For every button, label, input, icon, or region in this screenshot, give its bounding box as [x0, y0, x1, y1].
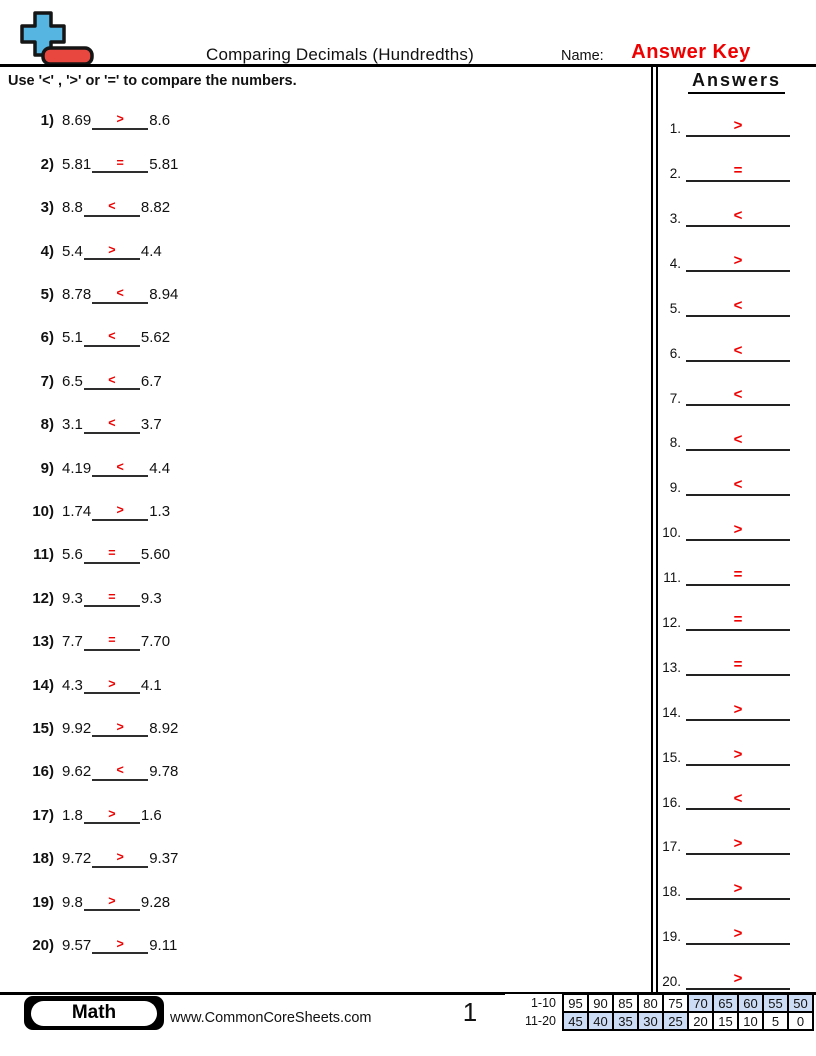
- score-cell: 55: [763, 994, 788, 1012]
- problem-number: 7): [40, 372, 54, 390]
- problem-answer-symbol: >: [108, 893, 116, 908]
- problem-number: 19): [32, 893, 54, 911]
- score-table: [505, 993, 814, 1031]
- answer-blank: [686, 784, 790, 810]
- answer-blank: [686, 111, 790, 137]
- problem-row: [26, 173, 426, 216]
- problem-row: [26, 651, 426, 694]
- answer-symbol: <: [733, 206, 743, 224]
- answer-row: [657, 406, 816, 451]
- problem-right-value: 7.70: [140, 633, 171, 651]
- answer-row: [657, 676, 816, 721]
- problem-answer-symbol: <: [108, 329, 116, 344]
- answer-number: 13.: [662, 659, 681, 675]
- problem-answer-blank: [84, 238, 140, 260]
- problem-answer-symbol: >: [116, 112, 124, 127]
- answer-symbol: >: [733, 970, 743, 987]
- score-cell: 30: [638, 1012, 663, 1030]
- answer-number: 15.: [662, 749, 681, 765]
- subject-badge: [24, 996, 164, 1030]
- score-cell: 95: [563, 994, 588, 1012]
- problem-number: 16): [32, 763, 54, 781]
- problem-answer-symbol: <: [116, 763, 124, 778]
- subject-badge-label: Math: [31, 1001, 157, 1026]
- answer-number: 5.: [669, 300, 681, 316]
- answer-row: [657, 317, 816, 362]
- problem-number: 13): [32, 633, 54, 651]
- answers-title: Answers: [688, 70, 785, 94]
- answer-blank: [686, 246, 790, 272]
- answer-row: [657, 496, 816, 541]
- problem-right-value: 1.3: [149, 503, 171, 520]
- answer-symbol: <: [733, 386, 743, 404]
- answer-number: 4.: [669, 255, 681, 271]
- score-table-row: [505, 994, 813, 1012]
- problem-row: [26, 260, 426, 303]
- worksheet-title: Comparing Decimals (Hundredths): [206, 45, 474, 64]
- answer-row: [657, 541, 816, 586]
- score-cell: 0: [788, 1012, 813, 1030]
- answer-blank: [686, 650, 790, 676]
- answer-blank: [686, 919, 790, 945]
- problems-list: [26, 87, 426, 955]
- answers-list: [657, 92, 816, 990]
- answer-blank: [686, 470, 790, 496]
- score-cell: 20: [688, 1012, 713, 1030]
- problem-number: 8): [40, 416, 54, 434]
- problem-answer-symbol: <: [108, 416, 116, 431]
- problem-number: 5): [40, 286, 54, 304]
- score-cell: 70: [688, 994, 713, 1012]
- problem-row: [26, 87, 426, 130]
- answer-number: 20.: [662, 974, 681, 990]
- answer-number: 7.: [669, 390, 681, 406]
- problem-left-value: 9.57: [62, 936, 92, 954]
- answer-number: 12.: [662, 615, 681, 631]
- answer-symbol: >: [733, 835, 743, 853]
- answer-row: [657, 721, 816, 766]
- problem-right-value: 9.37: [149, 850, 179, 868]
- problem-right-value: 8.92: [149, 719, 179, 737]
- answer-blank: [686, 425, 790, 451]
- problem-answer-blank: [84, 802, 140, 824]
- problem-left-value: 9.3: [62, 589, 83, 607]
- problem-answer-blank: [84, 412, 140, 434]
- answer-blank: [686, 336, 790, 362]
- score-cell: 15: [713, 1012, 738, 1030]
- problem-answer-blank: [84, 368, 140, 390]
- problem-answer-blank: [92, 715, 148, 737]
- answer-symbol: <: [733, 790, 743, 808]
- problem-right-value: 9.11: [149, 936, 178, 954]
- name-label: Name:: [561, 48, 604, 64]
- problem-right-value: 4.4: [149, 459, 171, 477]
- problem-right-value: 5.62: [140, 329, 171, 347]
- problem-row: [26, 564, 426, 607]
- answer-symbol: <: [733, 476, 743, 494]
- problem-left-value: 9.62: [62, 763, 92, 781]
- problem-row: [26, 390, 426, 433]
- problem-right-value: 4.1: [140, 676, 162, 694]
- score-cell: 65: [713, 994, 738, 1012]
- answer-number: 14.: [662, 704, 681, 720]
- problem-answer-blank: [92, 282, 148, 304]
- answer-symbol: >: [733, 521, 743, 539]
- problem-row: [26, 521, 426, 564]
- problem-row: [26, 824, 426, 867]
- answer-row: [657, 451, 816, 496]
- score-cell: 40: [588, 1012, 613, 1030]
- answer-symbol: =: [733, 565, 743, 583]
- answer-symbol: >: [733, 745, 743, 763]
- website-url: www.CommonCoreSheets.com: [170, 1010, 372, 1026]
- problem-right-value: 9.3: [140, 589, 162, 607]
- answer-blank: [686, 515, 790, 541]
- problem-row: [26, 130, 426, 173]
- problem-answer-blank: [84, 585, 140, 607]
- problem-answer-blank: [84, 325, 140, 347]
- problem-row: [26, 781, 426, 824]
- problem-answer-symbol: =: [116, 155, 124, 170]
- problem-number: 10): [32, 503, 54, 520]
- answer-number: 2.: [669, 166, 681, 182]
- problem-number: 14): [32, 676, 54, 694]
- problem-row: [26, 304, 426, 347]
- answer-symbol: >: [733, 880, 743, 898]
- answer-blank: [686, 380, 790, 406]
- problem-answer-symbol: >: [108, 806, 116, 821]
- answer-symbol: =: [733, 655, 743, 673]
- problem-number: 12): [32, 589, 54, 607]
- answer-row: [657, 586, 816, 631]
- problem-left-value: 5.4: [62, 242, 83, 260]
- problem-left-value: 5.6: [62, 546, 83, 564]
- problem-answer-blank: [92, 455, 148, 477]
- problem-left-value: 4.3: [62, 676, 83, 694]
- score-range-label: 1-10: [505, 994, 563, 1012]
- problem-left-value: 5.81: [62, 155, 92, 173]
- score-table-row: [505, 1012, 813, 1030]
- problem-answer-symbol: >: [116, 936, 124, 951]
- name-value-answer-key: Answer Key: [631, 41, 751, 63]
- score-cell: 60: [738, 994, 763, 1012]
- problem-row: [26, 911, 426, 954]
- answer-blank: [686, 740, 790, 766]
- problem-number: 1): [40, 112, 54, 130]
- answer-symbol: >: [733, 251, 743, 269]
- problem-row: [26, 217, 426, 260]
- answer-row: [657, 92, 816, 137]
- problem-row: [26, 434, 426, 477]
- problem-answer-blank: [84, 889, 140, 911]
- answer-symbol: =: [733, 161, 743, 179]
- answer-row: [657, 766, 816, 811]
- answer-row: [657, 137, 816, 182]
- problem-number: 3): [40, 199, 54, 217]
- answer-row: [657, 362, 816, 407]
- answer-symbol: >: [733, 117, 743, 135]
- problem-left-value: 9.8: [62, 893, 83, 911]
- problem-row: [26, 477, 426, 520]
- problem-number: 4): [40, 242, 54, 260]
- answer-row: [657, 945, 816, 990]
- answer-row: [657, 182, 816, 227]
- problem-number: 20): [32, 936, 54, 954]
- problem-answer-symbol: >: [116, 850, 124, 865]
- problem-row: [26, 347, 426, 390]
- problem-answer-symbol: >: [116, 503, 124, 517]
- problem-answer-blank: [92, 759, 148, 781]
- problem-answer-symbol: =: [108, 546, 116, 561]
- problem-answer-symbol: <: [116, 459, 124, 474]
- answer-blank: [686, 964, 790, 990]
- problem-answer-symbol: <: [116, 286, 124, 301]
- problem-right-value: 4.4: [140, 242, 162, 260]
- problem-left-value: 3.1: [62, 416, 83, 434]
- score-cell: 35: [613, 1012, 638, 1030]
- answer-row: [657, 900, 816, 945]
- problem-right-value: 8.6: [149, 112, 171, 130]
- problem-left-value: 8.69: [62, 112, 92, 130]
- problem-answer-symbol: <: [108, 372, 116, 387]
- answer-number: 11.: [663, 570, 681, 586]
- problem-number: 15): [32, 719, 54, 737]
- score-cell: 50: [788, 994, 813, 1012]
- answer-number: 10.: [662, 525, 681, 541]
- problem-left-value: 7.7: [62, 633, 83, 651]
- problem-answer-symbol: =: [108, 589, 116, 604]
- problem-right-value: 5.60: [140, 546, 171, 564]
- problem-left-value: 4.19: [62, 459, 92, 477]
- problem-answer-blank: [84, 672, 140, 694]
- problem-answer-symbol: <: [108, 199, 116, 214]
- answer-symbol: <: [733, 296, 743, 314]
- problem-number: 18): [32, 850, 54, 868]
- answer-symbol: =: [733, 610, 743, 628]
- problem-row: [26, 868, 426, 911]
- problem-answer-blank: [92, 932, 148, 954]
- answer-number: 6.: [669, 345, 681, 361]
- score-cell: 10: [738, 1012, 763, 1030]
- answer-symbol: >: [733, 925, 743, 943]
- answer-row: [657, 272, 816, 317]
- score-cell: 90: [588, 994, 613, 1012]
- answer-blank: [686, 605, 790, 631]
- answer-blank: [686, 291, 790, 317]
- answer-blank: [686, 695, 790, 721]
- answer-row: [657, 631, 816, 676]
- problem-left-value: 5.1: [62, 329, 83, 347]
- answer-number: 17.: [662, 839, 681, 855]
- problem-answer-symbol: >: [108, 242, 116, 257]
- problem-answer-blank: [84, 195, 140, 217]
- problem-right-value: 9.78: [149, 763, 179, 781]
- problem-left-value: 1.74: [62, 503, 92, 520]
- answer-number: 3.: [669, 211, 681, 227]
- problem-answer-symbol: >: [116, 719, 124, 734]
- score-cell: 80: [638, 994, 663, 1012]
- problem-row: [26, 607, 426, 650]
- answer-row: [657, 227, 816, 272]
- problem-answer-blank: [92, 151, 148, 173]
- problem-right-value: 6.7: [140, 372, 162, 390]
- score-range-label: 11-20: [505, 1012, 563, 1030]
- problem-right-value: 8.94: [149, 286, 179, 304]
- problem-row: [26, 694, 426, 737]
- score-cell: 5: [763, 1012, 788, 1030]
- problem-left-value: 9.92: [62, 719, 92, 737]
- problem-number: 17): [32, 806, 54, 824]
- problem-answer-blank: [92, 499, 148, 521]
- problem-number: 9): [40, 459, 54, 477]
- score-cell: 85: [613, 994, 638, 1012]
- answer-symbol: <: [733, 431, 743, 449]
- instruction-text: Use '<' , '>' or '=' to compare the numbers.: [8, 73, 297, 89]
- problem-right-value: 9.28: [140, 893, 171, 911]
- problem-right-value: 8.82: [140, 199, 171, 217]
- answer-symbol: <: [733, 341, 743, 359]
- answer-number: 9.: [669, 480, 681, 496]
- problem-answer-symbol: =: [108, 633, 116, 648]
- problem-right-value: 5.81: [149, 155, 179, 173]
- problem-left-value: 6.5: [62, 372, 83, 390]
- answer-symbol: >: [733, 700, 743, 718]
- answer-number: 8.: [669, 435, 681, 451]
- problem-answer-blank: [84, 542, 140, 564]
- score-cell: 25: [663, 1012, 688, 1030]
- answer-blank: [686, 874, 790, 900]
- answer-blank: [686, 201, 790, 227]
- problem-left-value: 9.72: [62, 850, 92, 868]
- problem-answer-blank: [92, 108, 148, 130]
- problem-number: 6): [40, 329, 54, 347]
- problem-answer-symbol: >: [108, 676, 116, 691]
- answer-number: 18.: [662, 884, 681, 900]
- problem-right-value: 1.6: [140, 806, 162, 824]
- answer-blank: [686, 560, 790, 586]
- answer-row: [657, 855, 816, 900]
- header-divider-line: [0, 64, 816, 67]
- problem-answer-blank: [92, 846, 148, 868]
- page-number: 1: [462, 997, 478, 1027]
- answer-row: [657, 810, 816, 855]
- problem-row: [26, 737, 426, 780]
- problem-right-value: 3.7: [140, 416, 162, 434]
- score-cell: 75: [663, 994, 688, 1012]
- score-cell: 45: [563, 1012, 588, 1030]
- problem-number: 11): [33, 546, 54, 564]
- answer-number: 19.: [662, 929, 681, 945]
- problem-left-value: 8.78: [62, 286, 92, 304]
- answer-number: 1.: [669, 121, 681, 137]
- problem-left-value: 1.8: [62, 806, 83, 824]
- answer-blank: [686, 156, 790, 182]
- answer-number: 16.: [662, 794, 681, 810]
- problem-number: 2): [40, 155, 54, 173]
- problem-answer-blank: [84, 629, 140, 651]
- answer-blank: [686, 829, 790, 855]
- problem-left-value: 8.8: [62, 199, 83, 217]
